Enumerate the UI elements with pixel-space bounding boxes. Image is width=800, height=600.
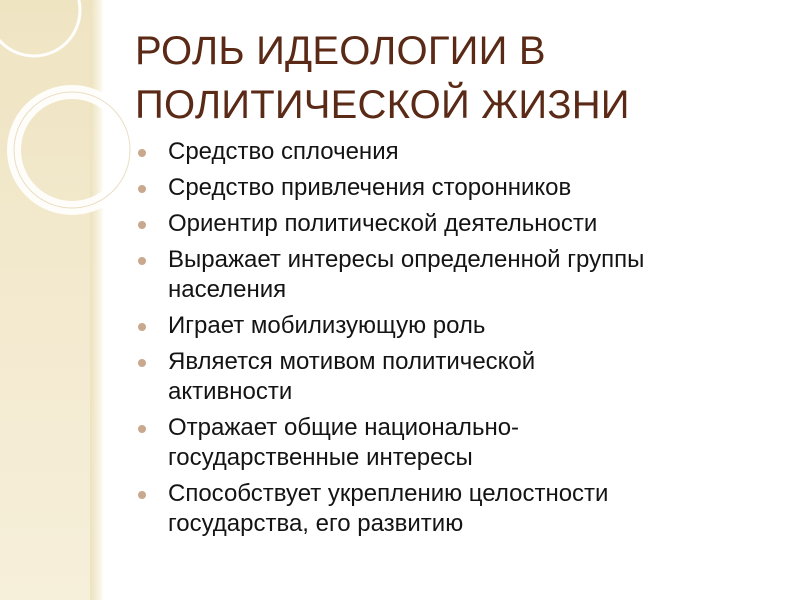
bullet-text: Средство сплочения: [168, 138, 399, 165]
bullet-item: [138, 209, 778, 239]
bullet-dot-icon: [138, 359, 146, 367]
bullet-text-continued: населения: [168, 276, 287, 303]
bullet-dot-icon: [138, 323, 146, 331]
bullet-text-continued: государства, его развитию: [168, 510, 464, 537]
slide-title-line-2: ПОЛИТИЧЕСКОЙ ЖИЗНИ: [135, 83, 630, 127]
bullet-item: [138, 479, 778, 539]
slide-title-line-1: РОЛЬ ИДЕОЛОГИИ В: [135, 29, 546, 73]
bullet-text-continued: государственные интересы: [168, 444, 473, 471]
bullet-dot-icon: [138, 185, 146, 193]
bullet-item: [138, 347, 778, 407]
bullet-item: [138, 245, 778, 305]
bullet-text: Способствует укреплению целостности: [168, 480, 609, 507]
bullet-item: [138, 413, 778, 473]
bullet-text: Является мотивом политической: [168, 348, 536, 375]
bullet-dot-icon: [138, 257, 146, 265]
bullet-text: Средство привлечения сторонников: [168, 174, 572, 201]
bullet-text: Отражает общие национально-: [168, 414, 520, 441]
bullet-dot-icon: [138, 221, 146, 229]
slide-title: [135, 24, 775, 132]
bullet-text-continued: активности: [168, 378, 293, 405]
bullet-item: [138, 137, 778, 167]
bullet-text: Ориентир политической деятельности: [168, 210, 598, 237]
bullet-text: Выражает интересы определенной группы: [168, 246, 645, 273]
bullet-dot-icon: [138, 491, 146, 499]
bullet-dot-icon: [138, 425, 146, 433]
bullet-item: [138, 173, 778, 203]
bullet-text: Играет мобилизующую роль: [168, 312, 486, 339]
bullet-dot-icon: [138, 149, 146, 157]
bullet-item: [138, 311, 778, 341]
bullet-list: [138, 137, 778, 545]
